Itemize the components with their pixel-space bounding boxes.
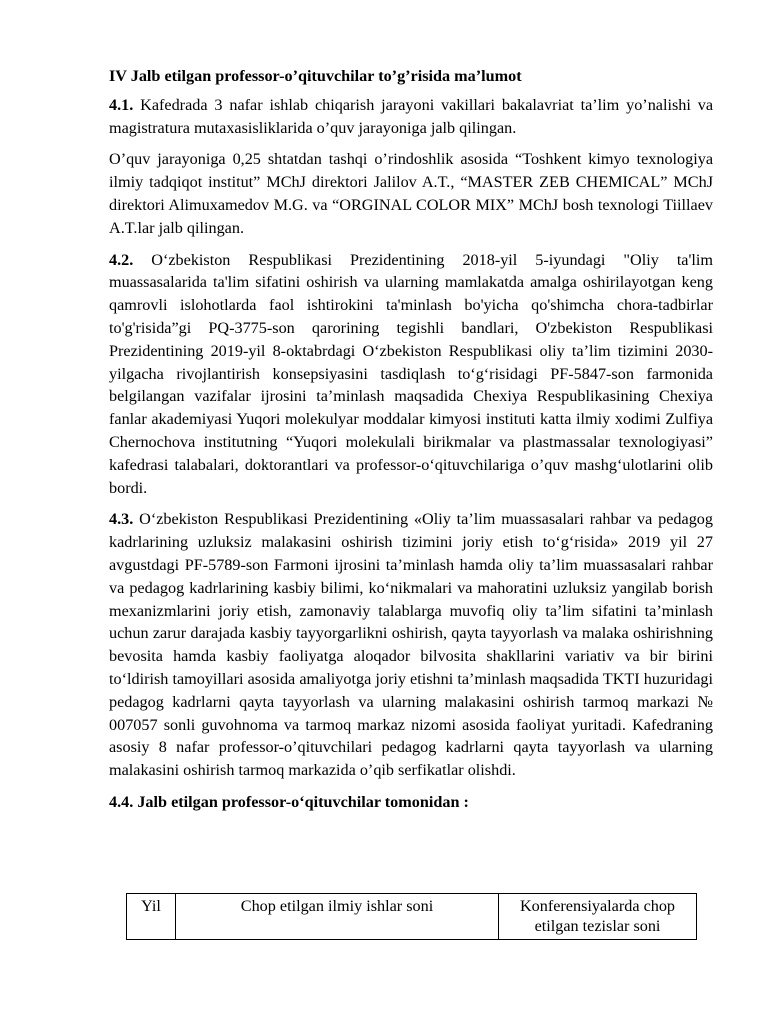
paragraph-4-3	[109, 508, 713, 782]
column-header-conference-theses: Konferensiyalarda chop etilgan tezislar soni	[499, 894, 697, 940]
document-body	[109, 65, 713, 814]
column-header-year: Yil	[127, 894, 176, 940]
publications-table	[126, 893, 697, 940]
paragraph-4-1-continued	[109, 148, 713, 239]
paragraph-number: 4.2.	[109, 250, 134, 269]
paragraph-number: 4.3.	[109, 510, 134, 529]
paragraph-4-2	[109, 249, 713, 500]
paragraph-text: Kafedrada 3 nafar ishlab chiqarish jarayoni vakillari bakalavriat ta’lim yo’nalishi va magistratura mutaxasisliklarida o’quv jarayoniga jalb qilingan.	[109, 95, 714, 137]
column-header-publications: Chop etilgan ilmiy ishlar soni	[176, 894, 499, 940]
paragraph-text: O‘zbekiston Respublikasi Prezidentining «Oliy ta’lim muassasalari rahbar va pedagog kadrlarining uzluksiz malakasini oshirish tizimini joriy etish to‘g‘risida» 2019 yil 27 avgustdagi PF-5789-son Farmoni ijrosini ta’minlash hamda oliy ta’lim muassasalari rahbar va pedagog kadrlarining kasbiy bilimi, ko‘nikmalari va mahoratini uzluksiz yangilab borish mexanizmlarini joriy etish, zamonaviy talablarga muvofiq oliy ta’lim sifatini ta’minlash uchun zarur darajada kasbiy tayyorgarlikni oshirish, qayta tayyorlash va malaka oshirishning bevosita hamda kasbiy faoliyatga aloqador bilvosita shakllarini variativ va bir birini to‘ldirish tamoyillari asosida amaliyotga joriy etishni ta’minlash maqsadida TKTI huzuridagi pedagog kadrlarni qayta tayyorlash va ularning malakasini oshirish tarmoq markazi № 007057 sonli guvohnoma va tarmoq markaz nizomi asosida faoliyat yuritadi. Kafedraning asosiy 8 nafar professor-o’qituvchilari pedagog kadrlarni qayta tayyorlash va ularning malakasini oshirish tarmoq markazida o’qib serfikatlar olishdi.	[109, 510, 713, 780]
paragraph-4-1	[109, 94, 713, 140]
paragraph-text: O‘zbekiston Respublikasi Prezidentining 2018-yil 5-iyundagi "Oliy ta'lim muassasalarida ta'lim sifatini oshirish va ularning mamlakatda amalga oshirilayotgan keng qamrovli islohotlarda faol ishtirokini ta'minlash bo'yicha qo'shimcha chora-tadbirlar to'g'risida”gi PQ-3775-son qarorining tegishli bandlari, O'zbekiston Respublikasi Prezidentining 2019-yil 8-oktabrdagi O‘zbekiston Respublikasi oliy ta’lim tizimini 2030-yilgacha rivojlantirish konsepsiyasini tasdiqlash to‘g‘risidagi PF-5847-son farmonida belgilangan vazifalar ijrosini ta’minlash maqsadida Chexiya Respublikasining Chexiya fanlar akademiyasi Yuqori molekulyar moddalar kimyosi instituti katta ilmiy xodimi Zulfiya Chernochova institutning “Yuqori molekulali birikmalar va plastmassalar texnologiyasi” kafedrasi talabalari, doktorantlari va professor-o‘qituvchilariga o’quv mashg‘ulotlarini olib bordi.	[109, 250, 713, 497]
subsection-title: 4.4. Jalb etilgan professor-o‘qituvchilar tomonidan :	[109, 792, 469, 811]
paragraph-number: 4.1.	[109, 95, 134, 114]
section-title: IV Jalb etilgan professor-o’qituvchilar to’g’risida ma’lumot	[109, 67, 522, 85]
paragraph-text: O’quv jarayoniga 0,25 shtatdan tashqi o’rindoshlik asosida “Toshkent kimyo texnologiya ilmiy tadqiqot institut” MChJ direktori Jalilov A.T., “MASTER ZEB CHEMICAL” MChJ direktori Alimuxamedov M.G. va “ORGINAL COLOR MIX” MChJ bosh texnologi Tiillaev A.T.lar jalb qilingan.	[109, 150, 713, 237]
table-header-row	[127, 894, 697, 940]
